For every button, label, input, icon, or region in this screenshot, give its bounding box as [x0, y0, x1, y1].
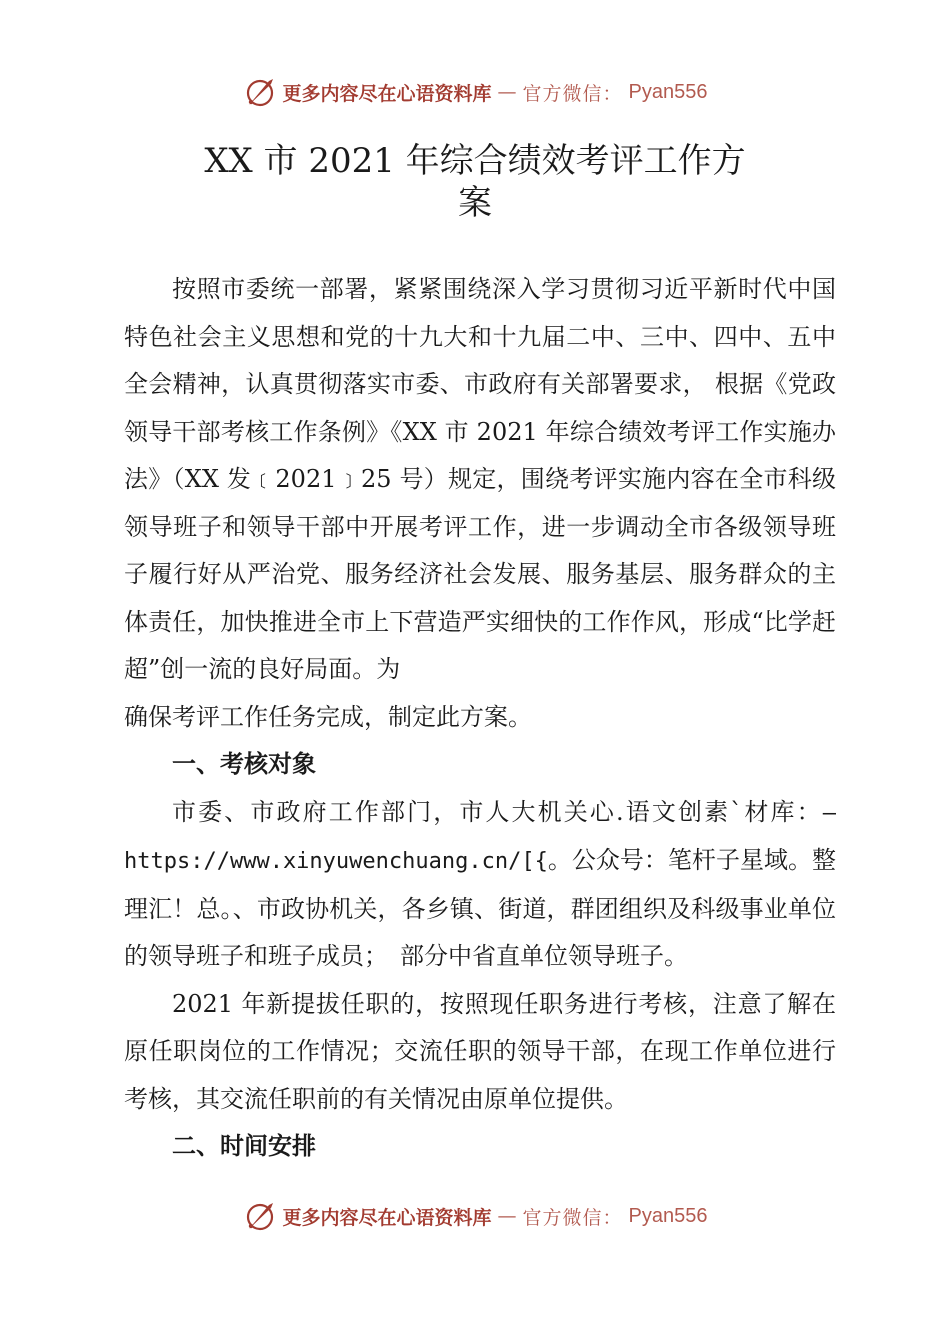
watermark-text: 更多内容尽在心语资料库: [282, 82, 492, 105]
paragraph-targets-part-a: 市委、市政府工作部门，市人大机关心.语文创素`材库：: [172, 797, 823, 826]
title-line-1: XX 市 2021 年综合绩效考评工作方: [204, 141, 746, 181]
paragraph-targets: [124, 789, 836, 981]
watermark-wechat-label: 官方微信：: [522, 1206, 623, 1229]
header-watermark: [0, 72, 950, 112]
quill-pen-circle-icon: [243, 75, 277, 109]
section-heading-2: 二、时间安排: [172, 1132, 316, 1160]
watermark-text: 更多内容尽在心语资料库: [282, 1206, 492, 1229]
quill-pen-circle-icon: [243, 1199, 277, 1233]
watermark-wechat-id: Pyan556: [628, 1204, 708, 1227]
section-heading-1: 一、考核对象: [172, 750, 316, 778]
document-body: [124, 266, 836, 1171]
paragraph-new-appointments: 2021 年新提拔任职的，按照现任职务进行考核，注意了解在原任职岗位的工作情况；交流任职的领导干部，在现工作单位进行考核，其交流任职前的有关情况由原单位提供。: [124, 989, 836, 1113]
watermark-separator: —: [497, 1205, 517, 1227]
watermark-wechat-label: 官方微信：: [522, 82, 623, 105]
title-line-2: 案: [458, 183, 492, 223]
paragraph-intro-tail: 确保考评工作任务完成，制定此方案。: [124, 702, 532, 731]
paragraph-targets-part-c: 。公众号：笔杆子星域。整理汇！总。、市政协机关，各乡镇、街道，群团组织及科级事业单位的领导班子和班子成员； 部分中省直单位领导班子。: [124, 846, 836, 970]
watermark-wechat-id: Pyan556: [628, 80, 708, 103]
document-title: [190, 140, 760, 224]
watermark-separator: —: [497, 81, 517, 103]
footer-watermark: [0, 1196, 950, 1236]
paragraph-intro: 按照市委统一部署，紧紧围绕深入学习贯彻习近平新时代中国特色社会主义思想和党的十九大和十九届二中、三中、四中、五中全会精神，认真贯彻落实市委、市政府有关部署要求， 根据《党政领导干部考核工作条例》《XX 市 2021 年综合绩效考评工作实施办法》（XX 发﹝2021﹞25 号）规定，围绕考评实施内容在全市科级领导班子和领导干部中开展考评工作，进一步调动全市各级领导班子履行好从严治党、服务经济社会发展、服务基层、服务群众的主体责任，加快推进全市上下营造严实细快的工作作风，形成“比学赶超”创一流的良好局面。为: [124, 275, 836, 683]
paragraph-targets-url: —https://www.xinyuwenchuang.cn/[{: [124, 800, 836, 874]
